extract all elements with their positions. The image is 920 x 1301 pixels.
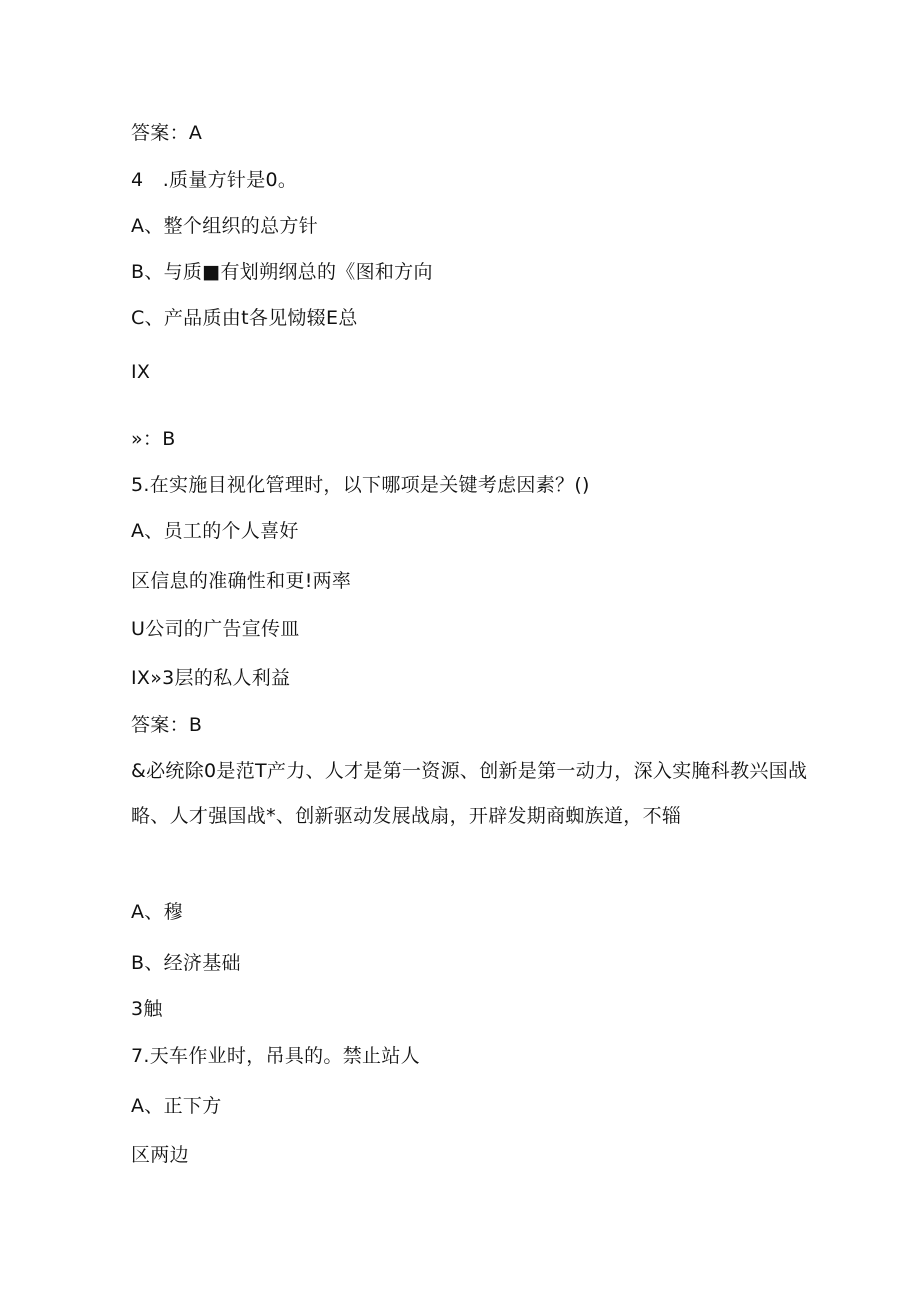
option-d: IX»3层的私人利益: [131, 667, 291, 689]
option-b: 区信息的准确性和更!两率: [131, 570, 352, 592]
option-c: 3触: [131, 998, 163, 1020]
option-b: B、经济基础: [131, 952, 241, 974]
question-5: 5.在实施目视化管理时，以下哪项是关键考虑因素？(): [131, 474, 590, 496]
question-6-line-1: &必统除0是范T产力、人才是第一资源、创新是第一动力，深入实腌科教兴国战: [131, 760, 808, 782]
option-c: U公司的广告宣传皿: [131, 618, 300, 640]
option-d: IX: [131, 361, 151, 383]
option-b: B、与质■有划朔纲总的《图和方向: [131, 261, 433, 283]
option-c: C、产品质由t各见恸辍E总: [131, 307, 358, 329]
option-a: A、整个组织的总方针: [131, 215, 318, 237]
question-6-line-2: 略、人才强国战*、创新驱动发展战扇，开辟发期商蜘族道，不辎: [131, 805, 682, 827]
answer-label: »：B: [131, 428, 176, 450]
answer-label: 答案：A: [131, 122, 203, 144]
answer-label: 答案：B: [131, 714, 203, 736]
option-b: 区两边: [131, 1144, 189, 1166]
option-a: A、正下方: [131, 1095, 222, 1117]
option-a: A、员工的个人喜好: [131, 520, 299, 542]
question-7: 7.天车作业时，吊具的。禁止站人: [131, 1045, 420, 1067]
question-4: 4 .质量方针是0。: [131, 169, 298, 191]
option-a: A、穆: [131, 901, 183, 923]
